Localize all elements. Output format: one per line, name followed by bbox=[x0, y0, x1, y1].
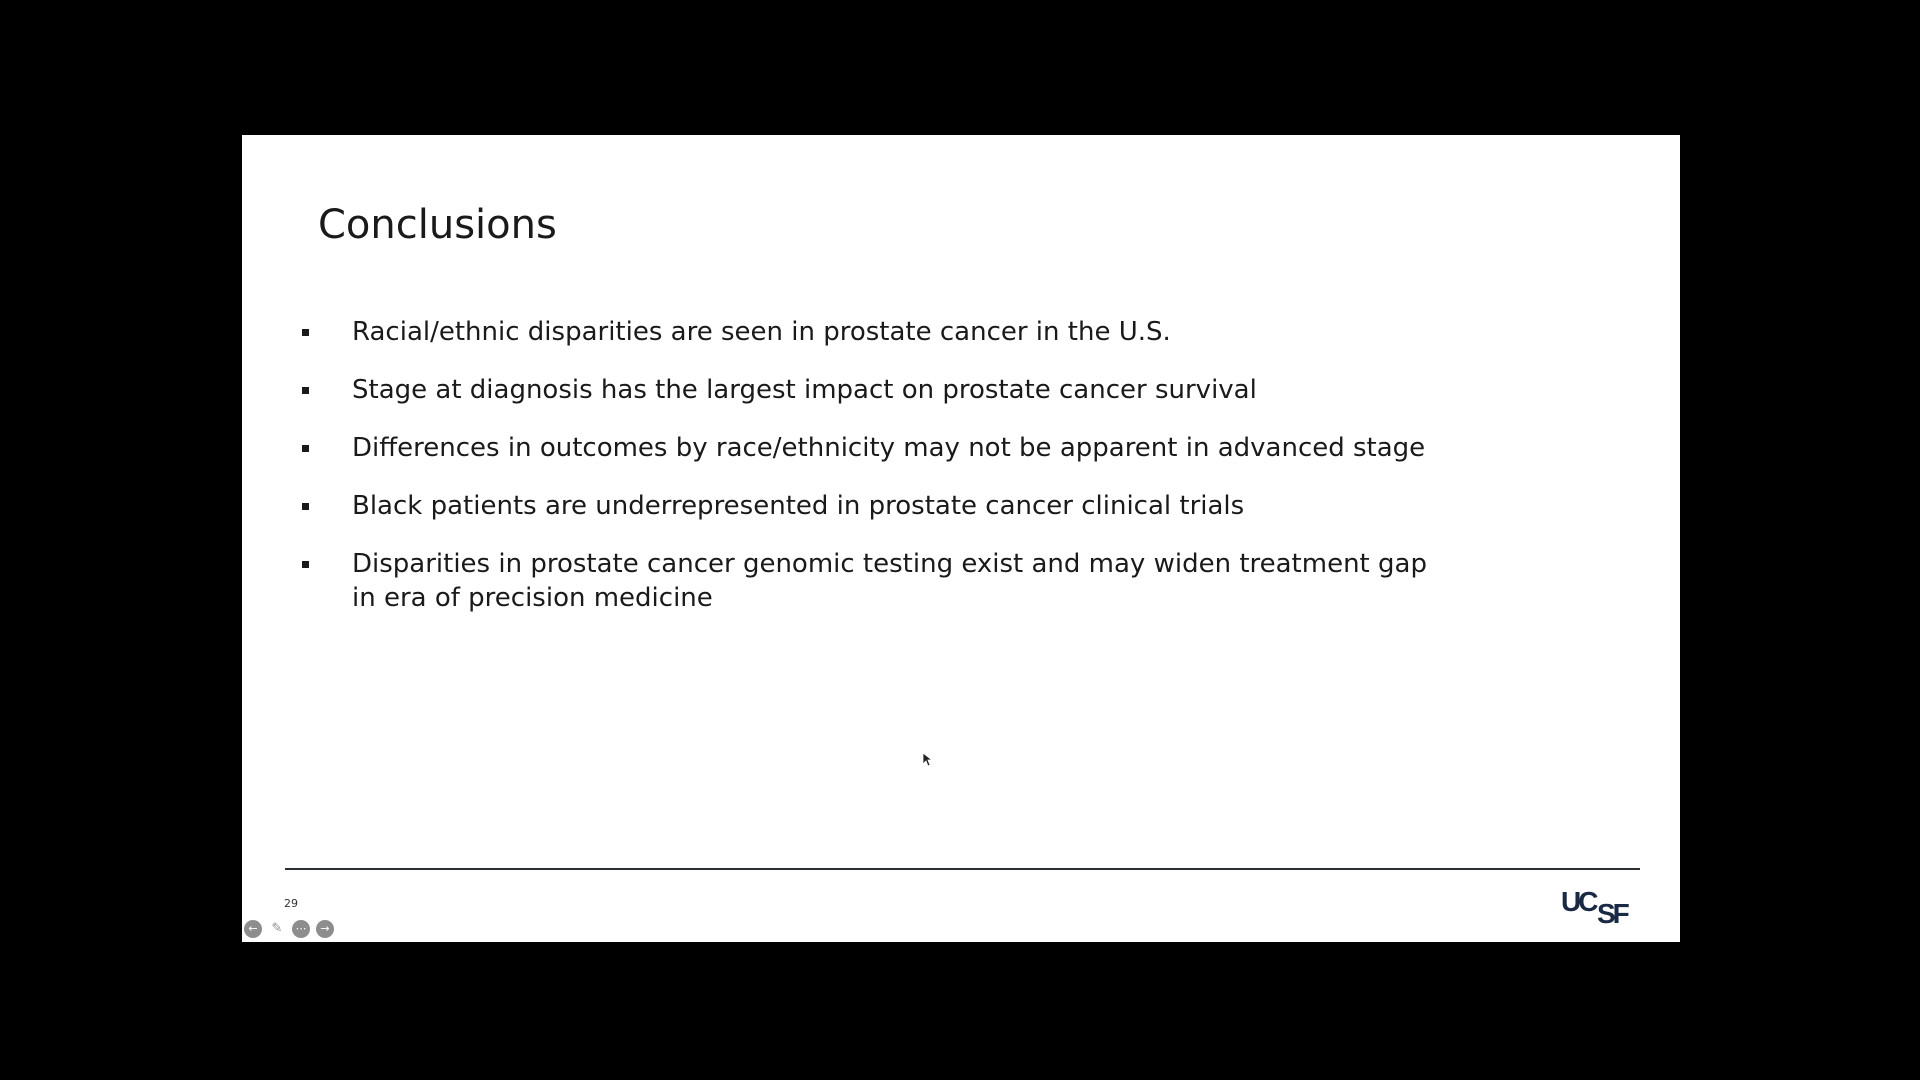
bullet-text: Disparities in prostate cancer genomic testing exist and may widen treatment gap in era of precision medicine bbox=[352, 549, 1427, 613]
arrow-right-icon[interactable]: → bbox=[316, 920, 334, 938]
pen-icon[interactable]: ✎ bbox=[271, 921, 283, 936]
bullet-square-icon bbox=[302, 387, 309, 394]
bullet-square-icon bbox=[302, 329, 309, 336]
bullet-text: Racial/ethnic disparities are seen in prostate cancer in the U.S. bbox=[352, 317, 1171, 347]
ucsf-logo bbox=[1561, 887, 1641, 927]
mouse-cursor-icon bbox=[923, 753, 933, 767]
slide-title: Conclusions bbox=[318, 202, 557, 248]
bullet-text: Differences in outcomes by race/ethnicity may not be apparent in advanced stage bbox=[352, 433, 1426, 463]
slideshow-controls bbox=[244, 920, 334, 938]
bullet-square-icon bbox=[302, 561, 309, 568]
bullet-item bbox=[302, 547, 1452, 615]
svg-text:SF: SF bbox=[1597, 898, 1627, 927]
bullet-text: Black patients are underrepresented in prostate cancer clinical trials bbox=[352, 491, 1245, 521]
bullet-item bbox=[302, 373, 1452, 407]
bullet-item bbox=[302, 315, 1452, 349]
bullet-item bbox=[302, 489, 1452, 523]
bullet-square-icon bbox=[302, 445, 309, 452]
more-icon[interactable]: ⋯ bbox=[292, 920, 310, 938]
page-number: 29 bbox=[284, 897, 298, 910]
bullet-list bbox=[302, 315, 1452, 639]
svg-text:UC: UC bbox=[1561, 887, 1596, 917]
slide bbox=[242, 135, 1680, 942]
footer-divider bbox=[285, 868, 1640, 870]
bullet-square-icon bbox=[302, 503, 309, 510]
bullet-text: Stage at diagnosis has the largest impact on prostate cancer survival bbox=[352, 375, 1257, 405]
arrow-left-icon[interactable]: ← bbox=[244, 920, 262, 938]
bullet-item bbox=[302, 431, 1452, 465]
